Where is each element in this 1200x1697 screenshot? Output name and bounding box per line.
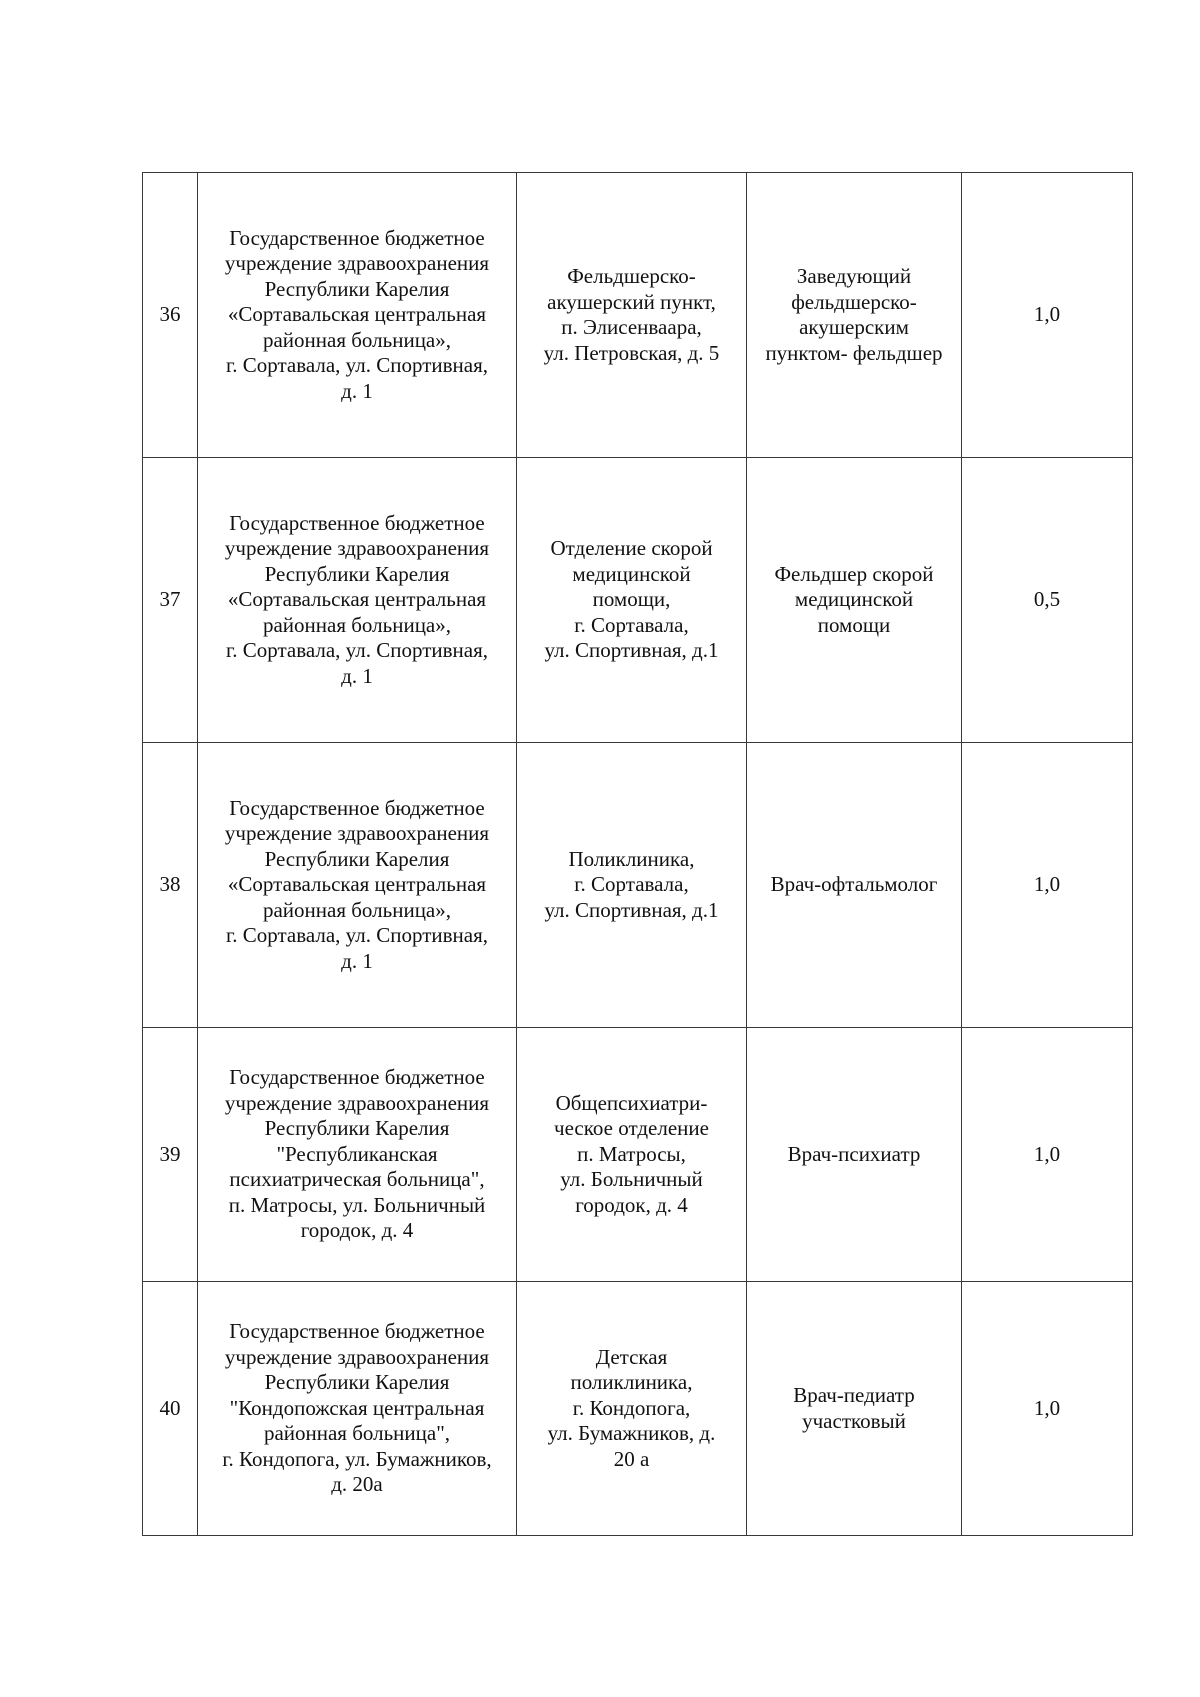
row-number: 38 [143, 743, 198, 1028]
department-cell: Детская поликлиника, г. Кондопога, ул. Бумажников, д. 20 а [517, 1282, 747, 1536]
position-cell: Фельдшер скорой медицинской помощи [747, 458, 962, 743]
rate-cell: 1,0 [962, 1028, 1133, 1282]
rate-cell: 1,0 [962, 743, 1133, 1028]
table-row [143, 743, 1133, 1028]
row-number: 40 [143, 1282, 198, 1536]
organization-cell: Государственное бюджетное учреждение здравоохранения Республики Карелия "Республиканская психиатрическая больница", п. Матросы, ул. Больничный городок, д. 4 [198, 1028, 517, 1282]
vacancy-table [142, 172, 1133, 1536]
rate-cell: 1,0 [962, 1282, 1133, 1536]
department-cell: Отделение скорой медицинской помощи, г. Сортавала, ул. Спортивная, д.1 [517, 458, 747, 743]
position-cell: Врач-офтальмолог [747, 743, 962, 1028]
table-row [143, 458, 1133, 743]
row-number: 39 [143, 1028, 198, 1282]
table-row [143, 1282, 1133, 1536]
department-cell: Общепсихиатри- ческое отделение п. Матросы, ул. Больничный городок, д. 4 [517, 1028, 747, 1282]
organization-cell: Государственное бюджетное учреждение здравоохранения Республики Карелия «Сортавальская центральная районная больница», г. Сортавала, ул. Спортивная, д. 1 [198, 743, 517, 1028]
table-row [143, 1028, 1133, 1282]
position-cell: Врач-психиатр [747, 1028, 962, 1282]
row-number: 37 [143, 458, 198, 743]
organization-cell: Государственное бюджетное учреждение здравоохранения Республики Карелия «Сортавальская центральная районная больница», г. Сортавала, ул. Спортивная, д. 1 [198, 458, 517, 743]
position-cell: Заведующий фельдшерско- акушерским пунктом- фельдшер [747, 173, 962, 458]
rate-cell: 1,0 [962, 173, 1133, 458]
table-row [143, 173, 1133, 458]
position-cell: Врач-педиатр участковый [747, 1282, 962, 1536]
organization-cell: Государственное бюджетное учреждение здравоохранения Республики Карелия "Кондопожская центральная районная больница", г. Кондопога, ул. Бумажников, д. 20а [198, 1282, 517, 1536]
rate-cell: 0,5 [962, 458, 1133, 743]
department-cell: Фельдшерско- акушерский пункт, п. Элисенваара, ул. Петровская, д. 5 [517, 173, 747, 458]
organization-cell: Государственное бюджетное учреждение здравоохранения Республики Карелия «Сортавальская центральная районная больница», г. Сортавала, ул. Спортивная, д. 1 [198, 173, 517, 458]
row-number: 36 [143, 173, 198, 458]
department-cell: Поликлиника, г. Сортавала, ул. Спортивная, д.1 [517, 743, 747, 1028]
